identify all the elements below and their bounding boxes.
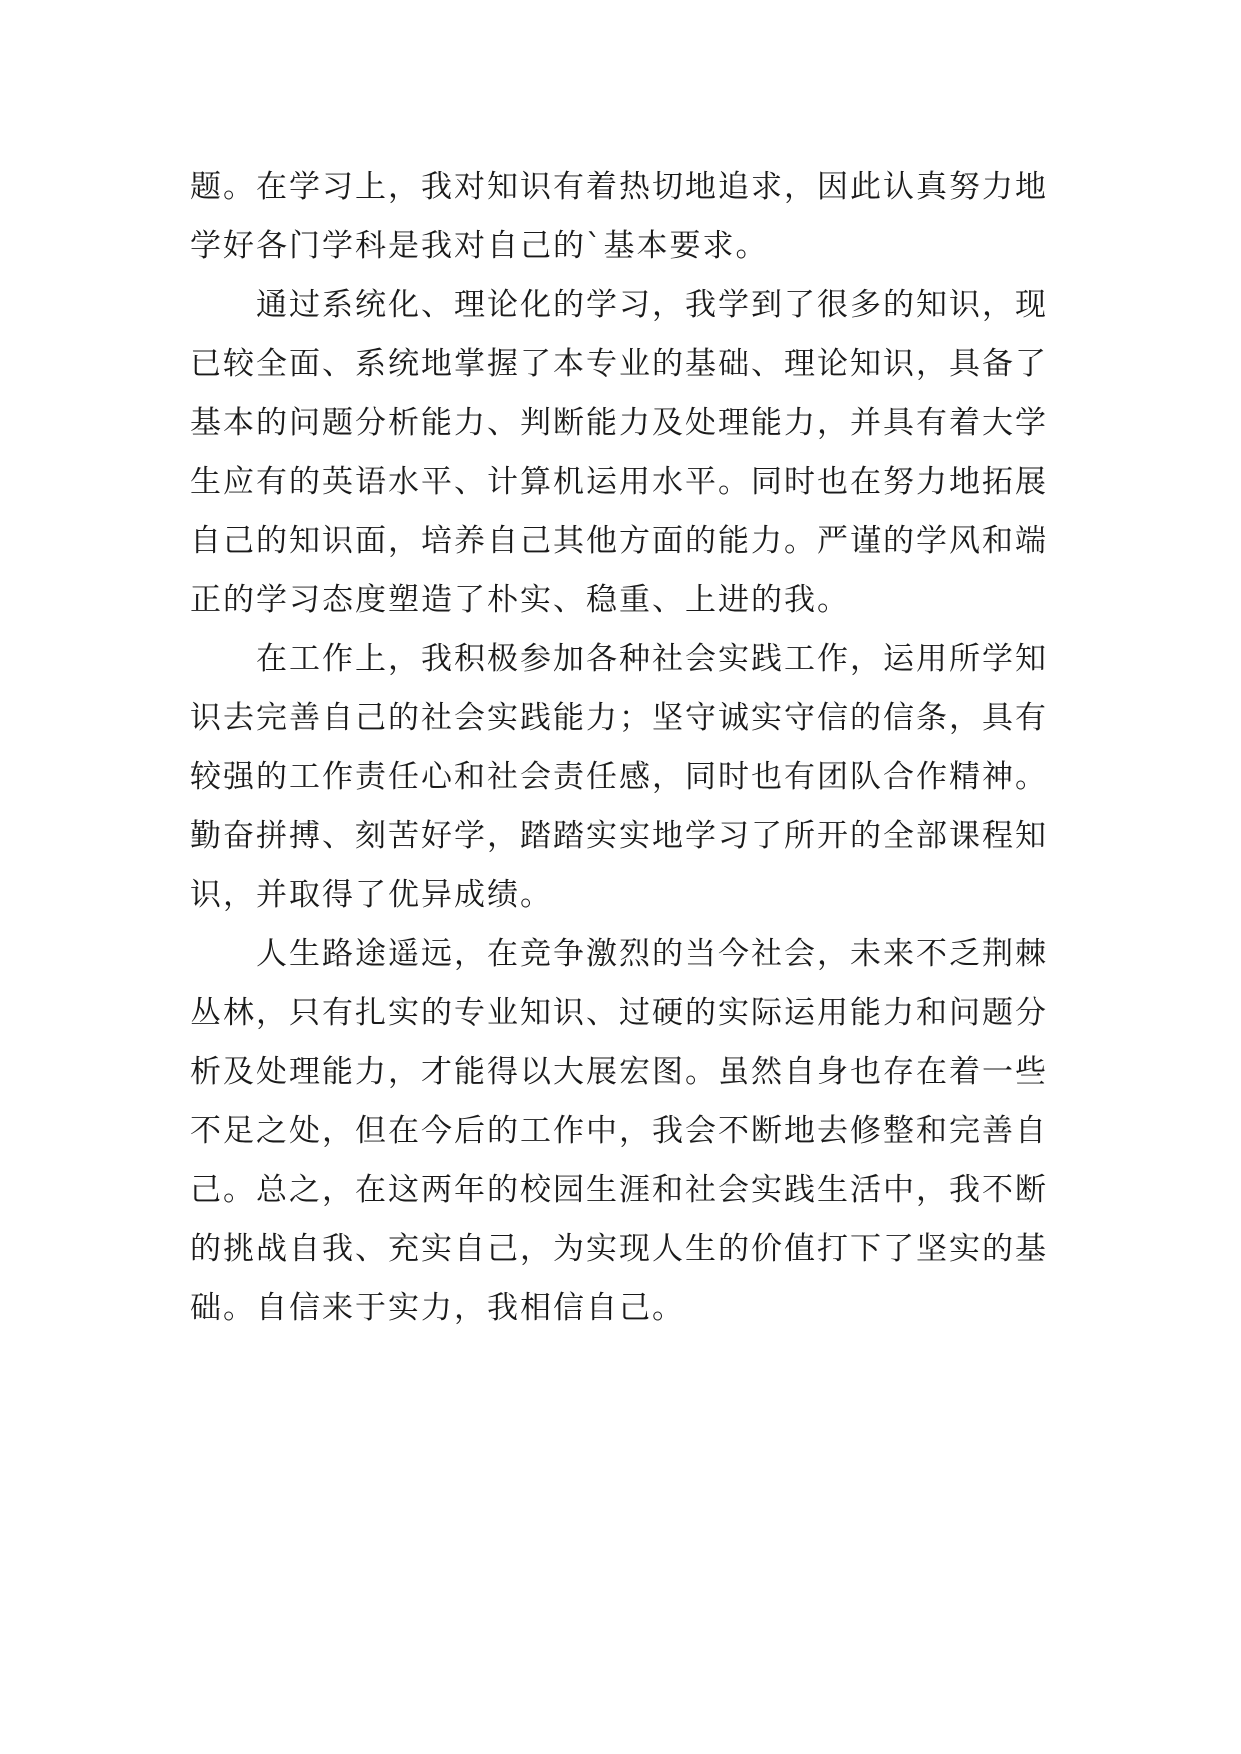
document-body: [190, 158, 1090, 1338]
text-line: 已较全面、系统地掌握了本专业的基础、理论知识，具备了: [190, 346, 1048, 382]
text-line: 题。在学习上，我对知识有着热切地追求，因此认真努力地: [190, 169, 1048, 205]
text-line: 在工作上，我积极参加各种社会实践工作，运用所学知: [256, 641, 1048, 677]
text-line: 正的学习态度塑造了朴实、稳重、上进的我。: [190, 582, 850, 618]
text-line: 不足之处，但在今后的工作中，我会不断地去修整和完善自: [190, 1113, 1048, 1149]
text-line: 己。总之，在这两年的校园生涯和社会实践生活中，我不断: [190, 1172, 1048, 1208]
text-line: 丛林，只有扎实的专业知识、过硬的实际运用能力和问题分: [190, 995, 1048, 1031]
text-line: 的挑战自我、充实自己，为实现人生的价值打下了坚实的基: [190, 1231, 1048, 1267]
text-line: 通过系统化、理论化的学习，我学到了很多的知识，现: [256, 287, 1048, 323]
paragraph-3: [190, 630, 1090, 925]
text-line: 识，并取得了优异成绩。: [190, 877, 553, 913]
text-line: 人生路途遥远，在竞争激烈的当今社会，未来不乏荆棘: [256, 936, 1048, 972]
paragraph-4: [190, 925, 1090, 1338]
text-line: 生应有的英语水平、计算机运用水平。同时也在努力地拓展: [190, 464, 1048, 500]
text-line: 识去完善自己的社会实践能力；坚守诚实守信的信条，具有: [190, 700, 1048, 736]
text-line: 基本的问题分析能力、判断能力及处理能力，并具有着大学: [190, 405, 1048, 441]
paragraph-1: [190, 158, 1090, 276]
text-line: 较强的工作责任心和社会责任感，同时也有团队合作精神。: [190, 759, 1048, 795]
text-line: 析及处理能力，才能得以大展宏图。虽然自身也存在着一些: [190, 1054, 1048, 1090]
text-line: 础。自信来于实力，我相信自己。: [190, 1290, 685, 1326]
text-line: 学好各门学科是我对自己的`基本要求。: [190, 228, 769, 264]
paragraph-2: [190, 276, 1090, 630]
text-line: 自己的知识面，培养自己其他方面的能力。严谨的学风和端: [190, 523, 1048, 559]
text-line: 勤奋拼搏、刻苦好学，踏踏实实地学习了所开的全部课程知: [190, 818, 1048, 854]
